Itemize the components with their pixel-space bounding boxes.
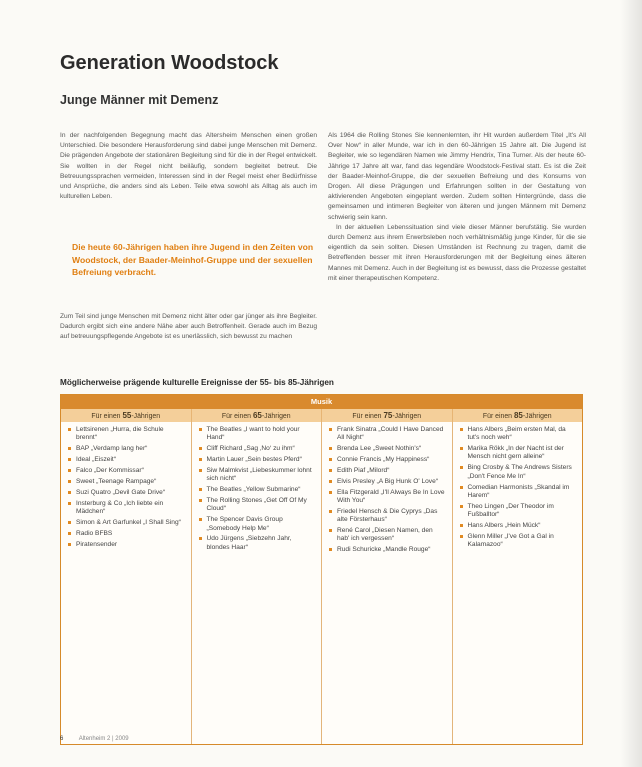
list-item: Marika Rökk „In der Nacht ist der Mensch nicht gern alleine“ (459, 445, 578, 462)
list-item: Piratensender (67, 541, 186, 549)
list-item: Connie Francis „My Happiness“ (328, 456, 447, 464)
article-title: Generation Woodstock (60, 52, 279, 74)
list-item: Siw Malmkvist „Liebeskummer lohnt sich nicht“ (198, 467, 317, 484)
music-list-55 (67, 426, 186, 549)
left-column-bottom (60, 312, 317, 343)
music-list-75 (328, 426, 447, 555)
list-item: Rudi Schuricke „Mandle Rouge“ (328, 546, 447, 554)
list-item: Hans Albers „Beim ersten Mal, da tut's noch weh“ (459, 426, 578, 443)
list-item: Glenn Miller „I've Got a Gal in Kalamazoo“ (459, 533, 578, 550)
list-item: Falco „Der Kommissar“ (67, 467, 186, 475)
page-footer (60, 736, 129, 742)
list-item: The Beatles „I want to hold your Hand“ (198, 426, 317, 443)
column-header-85: Für einen 85-Jährigen (452, 409, 583, 422)
list-item: René Carol „Diesen Namen, den hab' ich vergessen“ (328, 527, 447, 544)
left-paragraph-1: In der nachfolgenden Begegnung macht das Altersheim Menschen einen großen Unterschied. Die besondere Herausforderung sind dabei junge Menschen mit Demenz. Die prägenden Angebote der stationären Begleitung sind für die in der Regel entwickelt. Sie wollten in der Regel nicht beiläufig, sondern begleitet betreut. Die Betreuungssprachen vermeiden, Interessen sind in der Regel meist eher Bedürfnisse und Ansprüche, die anders sind als Leben. Teile etwa sowohl als Alltag als auch im kulturellen Leben. (60, 132, 317, 201)
left-paragraph-2: Zum Teil sind junge Menschen mit Demenz nicht älter oder gar jünger als ihre Begleiter. Dadurch ergibt sich eine andere Nähe aber auch Betroffenheit. Gerade auch im Bezug auf betreuungspflegende Angebote ist es unerlässlich, sich bewusst zu machen (60, 313, 317, 341)
list-item: The Spencer Davis Group „Somebody Help Me“ (198, 516, 317, 533)
article-subtitle: Junge Männer mit Demenz (60, 93, 219, 107)
music-list-65 (198, 426, 317, 552)
column-header-65: Für einen 65-Jährigen (191, 409, 322, 422)
list-item: Martin Lauer „Sein bestes Pferd“ (198, 456, 317, 464)
column-cell-85 (452, 422, 583, 744)
list-item: Frank Sinatra „Could I Have Danced All Night“ (328, 426, 447, 443)
right-paragraph-1: Als 1964 die Rolling Stones Sie kennenlernten, ihr Hit wurden außerdem Titel „It's All Over Now“ in aller Munde, war ich in den 60-Jährigen 15 Jahre alt. Die Jugend ist Begleiter, wie so legendären Namen wie Jimmy Hendrix, Tina Turner. Als der heute 60-Jährige 17 Jahre alt war, fand das legendäre Woodstock-Festival statt. Es ist die Zeit der Baader-Meinhof-Gruppe, die der sexuellen Befreiung und des Konsums von Drogen. All diese Prägungen und Erfahrungen sollten in der Gestaltung von aktivierenden Angeboten eingeplant werden. Zudem sollten Hintergründe, dass die gemeinsamen und intimeren Begleiter von älteren und jungen Männern mit Demenz schwierig sein kann. (328, 132, 586, 221)
column-cell-75 (321, 422, 452, 744)
music-list-85 (459, 426, 578, 549)
list-item: Brenda Lee „Sweet Nothin's“ (328, 445, 447, 453)
list-item: BAP „Verdamp lang her“ (67, 445, 186, 453)
list-item: Sweet „Teenage Rampage“ (67, 478, 186, 486)
list-item: Cliff Richard „Sag ‚No‘ zu ihm“ (198, 445, 317, 453)
column-header-75: Für einen 75-Jährigen (321, 409, 452, 422)
table-title: Möglicherweise prägende kulturelle Ereignisse der 55- bis 85-Jährigen (60, 378, 334, 387)
pullquote: Die heute 60-Jährigen haben ihre Jugend in den Zeiten von Woodstock, der Baader-Meinhof-Gruppe und der sexuellen Befreiung verbracht. (72, 242, 314, 278)
list-item: Ideal „Eiszeit“ (67, 456, 186, 464)
list-item: Lettsirenen „Hurra, die Schule brennt“ (67, 426, 186, 443)
left-column-top (60, 131, 317, 202)
table-category-header: Musik (61, 395, 582, 409)
list-item: Radio BFBS (67, 530, 186, 538)
list-item: Ella Fitzgerald „I'll Always Be In Love With You“ (328, 489, 447, 506)
journal-name: Altenheim 2 | 2009 (78, 736, 129, 742)
list-item: The Rolling Stones „Get Off Of My Cloud“ (198, 497, 317, 514)
list-item: Simon & Art Garfunkel „I Shall Sing“ (67, 519, 186, 527)
list-item: Comedian Harmonists „Skandal im Harem“ (459, 484, 578, 501)
list-item: Hans Albers „Hein Mück“ (459, 522, 578, 530)
list-item: Theo Lingen „Der Theodor im Fußballtor“ (459, 503, 578, 520)
list-item: Elvis Presley „A Big Hunk O' Love“ (328, 478, 447, 486)
page-number: 6 (60, 736, 64, 742)
list-item: The Beatles „Yellow Submarine“ (198, 486, 317, 494)
list-item: Udo Jürgens „Siebzehn Jahr, blondes Haar“ (198, 535, 317, 552)
list-item: Edith Piaf „Milord“ (328, 467, 447, 475)
right-paragraph-2: In der aktuellen Lebenssituation sind viele dieser Männer berufstätig. Sie wurden durch Demenz aus ihrem Erwerbsleben noch verhältnismäßig junge Kinder, für die sie eigentlich da sein sollten. Diesen Umständen ist Rechnung zu tragen, damit die Betreffenden besser mit ihren Herausforderungen mit der Begleitung eines älteren Mannes mit Demenz. Auch in der Begleitung ist es bewusst, dass die Prozesse gestaltet mit einer therapeutischen Kompetenz. (328, 223, 586, 282)
right-column (328, 131, 586, 284)
page-spine-shadow (620, 0, 642, 767)
column-header-55: Für einen 55-Jährigen (91, 411, 161, 420)
list-item: Friedel Hensch & Die Cyprys „Das alte Försterhaus“ (328, 508, 447, 525)
list-item: Insterburg & Co „Ich liebte ein Mädchen“ (67, 500, 186, 517)
column-cell-65 (191, 422, 322, 744)
table-body (61, 422, 582, 744)
list-item: Bing Crosby & The Andrews Sisters „Don't Fence Me In“ (459, 464, 578, 481)
column-cell-55 (61, 422, 191, 744)
music-events-table (60, 394, 583, 745)
list-item: Suzi Quatro „Devil Gate Drive“ (67, 489, 186, 497)
table-column-headers (61, 409, 582, 422)
